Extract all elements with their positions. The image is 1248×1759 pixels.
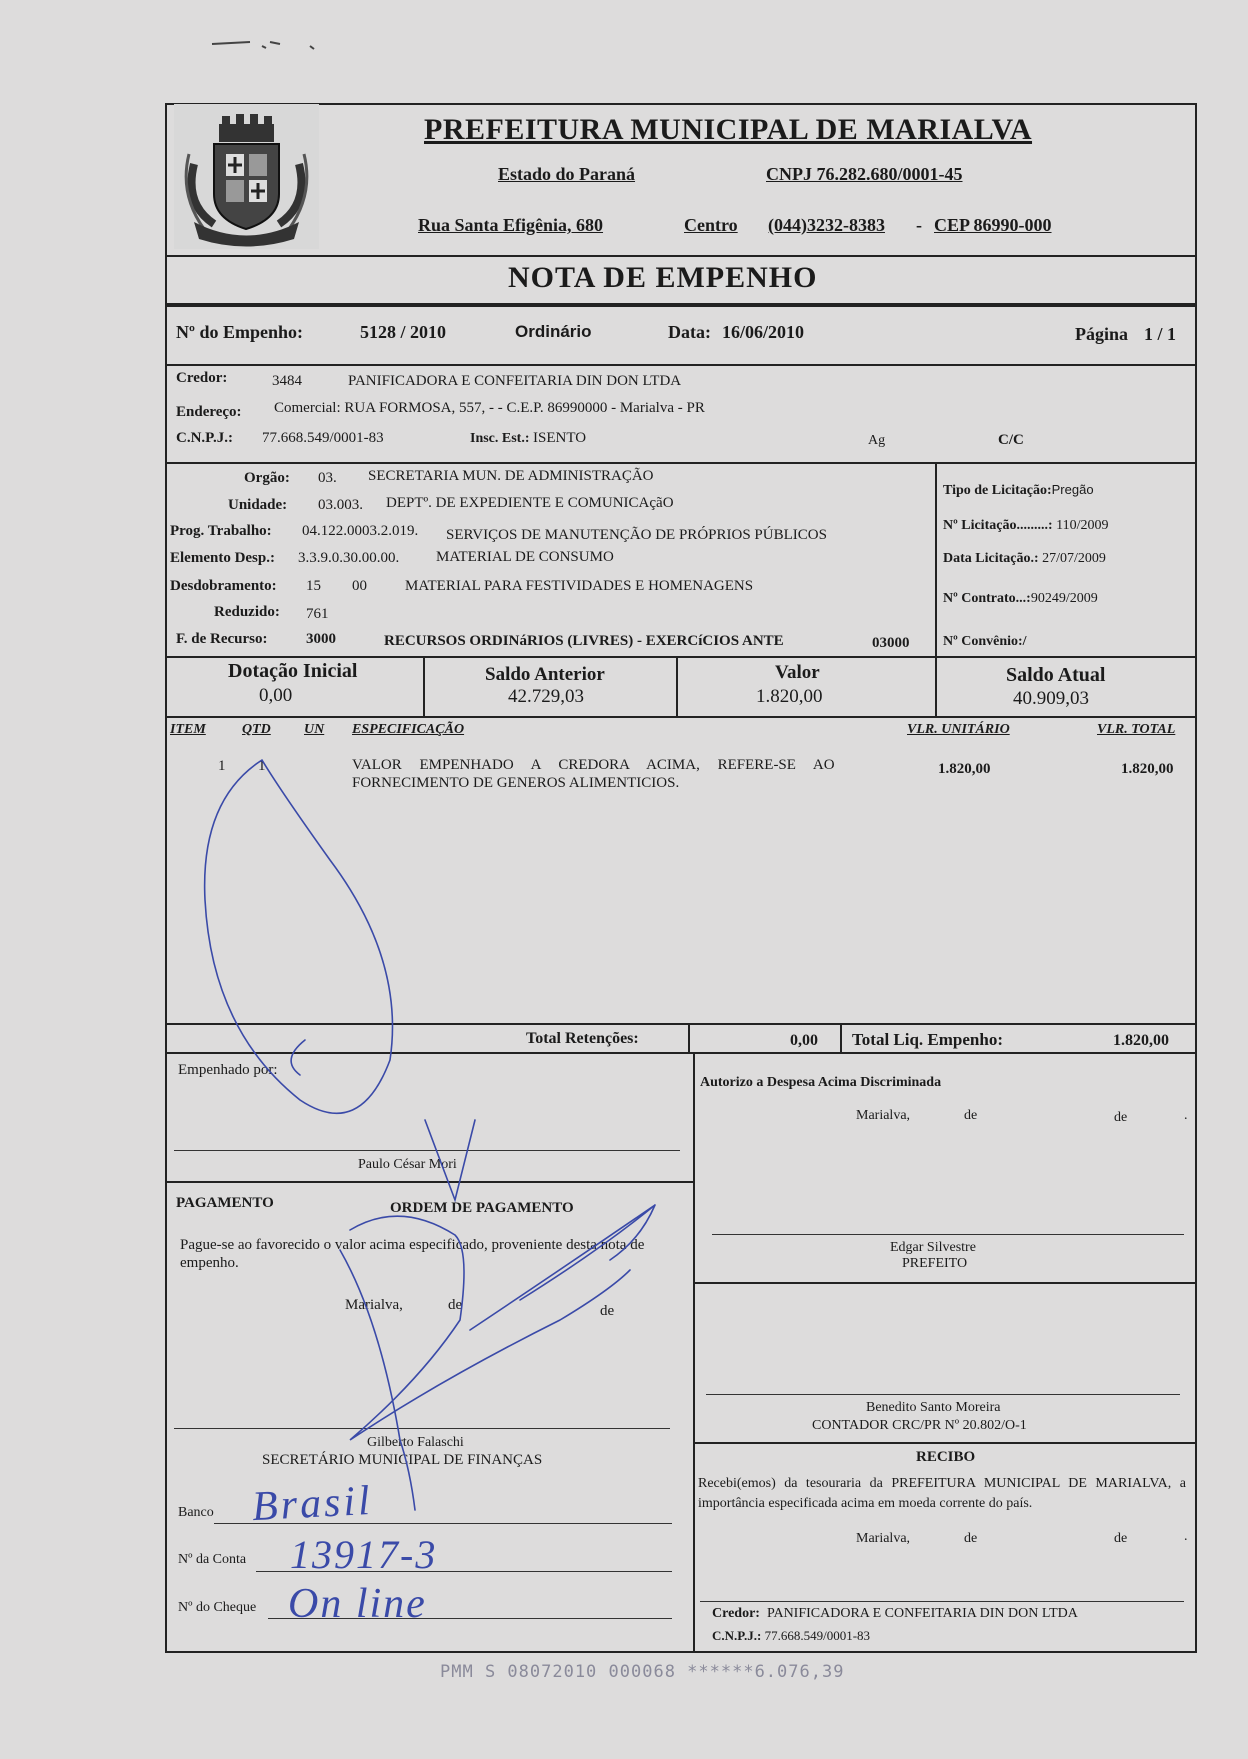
header-cep: CEP 86990-000 (934, 215, 1052, 235)
banco-handwritten: Brasil (250, 1477, 374, 1531)
credor-code: 3484 (272, 373, 302, 389)
desdobramento-label: Desdobramento: (170, 578, 277, 594)
cheque-label: Nº do Cheque (178, 1600, 257, 1615)
valor-label: Valor (775, 662, 820, 683)
conta-handwritten: 13917-3 (290, 1532, 438, 1577)
prog-name: SERVIÇOS DE MANUTENÇÃO DE PRÓPRIOS PÚBLICOS (446, 527, 827, 543)
item-spec-line2: FORNECIMENTO DE GENEROS ALIMENTICIOS. (352, 775, 680, 791)
empenho-date-label: Data: (668, 322, 711, 342)
saldo-atual-value: 40.909,03 (1013, 688, 1089, 709)
signature-line (706, 1394, 1180, 1395)
pagamento-de2: de (600, 1303, 615, 1319)
recibo-de2: de (1114, 1531, 1128, 1546)
signature-line (174, 1428, 670, 1429)
convenio-label: Nº Convênio:/ (943, 634, 1027, 649)
credor-cnpj: 77.668.549/0001-83 (262, 430, 384, 446)
header-title: PREFEITURA MUNICIPAL DE MARIALVA (424, 113, 1033, 146)
recurso-name: RECURSOS ORDINáRIOS (LIVRES) - EXERCíCIOS ANTE (384, 633, 784, 649)
empenho-date: 16/06/2010 (722, 322, 805, 342)
credor-address-label: Endereço: (176, 404, 242, 420)
licitacao-date: Data Licitação.: 27/07/2009 (943, 551, 1106, 566)
pagamento-de1: de (448, 1297, 463, 1313)
item-total-value: 1.820,00 (1121, 761, 1174, 777)
contador-name: Benedito Santo Moreira (866, 1400, 1001, 1415)
signature-line (712, 1234, 1184, 1235)
unidade-label: Unidade: (228, 497, 288, 513)
desdobramento-b: 00 (352, 578, 367, 594)
cashier-stamp: PMM S 08072010 000068 ******6.076,39 (440, 1662, 845, 1682)
item-unit-value: 1.820,00 (938, 761, 991, 777)
pagamento-label: PAGAMENTO (176, 1195, 274, 1211)
pagamento-text: Pague-se ao favorecido o valor acima especificado, proveniente desta nota de empenho. (180, 1237, 645, 1271)
col-unit: VLR. UNITÁRIO (907, 722, 1010, 737)
divider (165, 255, 1195, 257)
col-espec: ESPECIFICAÇÃO (352, 722, 465, 737)
divider (840, 1023, 842, 1052)
credor-insc-label: Insc. Est.: (470, 431, 530, 446)
reduzido-value: 761 (306, 606, 329, 622)
contador-title: CONTADOR CRC/PR Nº 20.802/O-1 (812, 1418, 1027, 1433)
page-number: 1 / 1 (1144, 324, 1177, 344)
divider (688, 1023, 690, 1052)
dotacao-value: 0,00 (259, 685, 293, 706)
prog-code: 04.122.0003.2.019. (302, 523, 419, 539)
liquido-label: Total Liq. Empenho: (852, 1030, 1003, 1049)
header-estado: Estado do Paraná (498, 164, 636, 184)
credor-label: Credor: (176, 370, 228, 386)
autorizo-de1: de (964, 1108, 978, 1123)
licitacao-number: Nº Licitação.........: 110/2009 (943, 518, 1109, 533)
item-spec-line1: VALOR EMPENHADO A CREDORA ACIMA, REFERE-SE AO (352, 757, 835, 773)
recurso-code: 3000 (306, 631, 336, 647)
signature-line (700, 1601, 1184, 1602)
col-un: UN (304, 722, 325, 737)
autorizo-city: Marialva, (856, 1108, 911, 1123)
divider (165, 462, 1195, 464)
prefeito-title: PREFEITO (902, 1256, 968, 1271)
elemento-code: 3.3.9.0.30.00.00. (298, 550, 400, 566)
empenho-number: 5128 / 2010 (360, 322, 447, 342)
cheque-handwritten: On line (288, 1581, 427, 1627)
divider (423, 656, 425, 716)
credor-insc: ISENTO (533, 430, 587, 446)
pagamento-city: Marialva, (345, 1297, 403, 1313)
saldo-atual-label: Saldo Atual (1006, 664, 1106, 686)
recibo-cnpj: C.N.P.J.: 77.668.549/0001-83 (712, 1628, 871, 1643)
col-qtd: QTD (242, 722, 271, 737)
divider (165, 1181, 695, 1183)
unidade-name: DEPTº. DE EXPEDIENTE E COMUNICAçãO (386, 495, 674, 511)
prefeito-name: Edgar Silvestre (890, 1240, 976, 1255)
ordem-pagamento-label: ORDEM DE PAGAMENTO (390, 1200, 574, 1216)
secretario-title: SECRETÁRIO MUNICIPAL DE FINANÇAS (262, 1452, 543, 1468)
valor-value: 1.820,00 (756, 686, 823, 707)
divider (935, 656, 937, 716)
page-label: Página (1075, 324, 1129, 344)
divider (693, 1282, 1195, 1284)
ag-label: Ag (868, 433, 886, 448)
autorizo-title: Autorizo a Despesa Acima Discriminada (700, 1075, 942, 1090)
saldo-anterior-label: Saldo Anterior (485, 664, 605, 685)
recibo-city: Marialva, (856, 1531, 911, 1546)
credor-address: Comercial: RUA FORMOSA, 557, - - C.E.P. 86990000 - Marialva - PR (274, 400, 705, 416)
orgao-code: 03. (318, 470, 337, 486)
recurso-sub: 03000 (872, 635, 910, 651)
contrato-number: Nº Contrato...:90249/2009 (943, 591, 1098, 606)
conta-label: Nº da Conta (178, 1552, 247, 1567)
retencoes-label: Total Retenções: (526, 1030, 639, 1047)
recibo-de1: de (964, 1531, 978, 1546)
item-qtd: 1 (258, 758, 266, 774)
col-total: VLR. TOTAL (1097, 722, 1176, 737)
prog-label: Prog. Trabalho: (170, 523, 272, 539)
recibo-credor: Credor: PANIFICADORA E CONFEITARIA DIN DON LTDA (712, 1606, 1078, 1621)
autorizo-de2: de (1114, 1110, 1128, 1125)
divider (165, 716, 1195, 718)
recibo-dot: . (1184, 1529, 1188, 1544)
divider (165, 1023, 1195, 1025)
header-street: Rua Santa Efigênia, 680 (418, 215, 604, 235)
coat-of-arms-icon (174, 104, 319, 249)
licitacao-type-label: Tipo de Licitação:Pregão (943, 482, 1094, 498)
cc-label: C/C (998, 432, 1024, 448)
empenho-type: Ordinário (515, 322, 592, 341)
col-item: ITEM (170, 722, 206, 737)
document-title: NOTA DE EMPENHO (508, 261, 818, 294)
recibo-title: RECIBO (916, 1449, 976, 1465)
divider (165, 656, 1195, 658)
divider (693, 1442, 1195, 1444)
elemento-label: Elemento Desp.: (170, 550, 275, 566)
recurso-label: F. de Recurso: (176, 631, 268, 647)
desdobramento-a: 15 (306, 578, 321, 594)
credor-cnpj-label: C.N.P.J.: (176, 430, 233, 446)
orgao-name: SECRETARIA MUN. DE ADMINISTRAÇÃO (368, 468, 654, 484)
reduzido-label: Reduzido: (214, 604, 280, 620)
divider (165, 364, 1195, 366)
elemento-name: MATERIAL DE CONSUMO (436, 549, 614, 565)
item-number: 1 (218, 758, 226, 774)
empenhado-label: Empenhado por: (178, 1062, 278, 1078)
secretario-name: Gilberto Falaschi (367, 1435, 464, 1450)
autorizo-dot: . (1184, 1108, 1188, 1123)
header-phone: (044)3232-8383 (768, 215, 885, 235)
unidade-code: 03.003. (318, 497, 363, 513)
scan-mark (210, 32, 330, 52)
banco-label: Banco (178, 1505, 214, 1520)
header-centro: Centro (684, 215, 738, 235)
divider (693, 1052, 695, 1651)
credor-name: PANIFICADORA E CONFEITARIA DIN DON LTDA (348, 373, 682, 389)
liquido-value: 1.820,00 (1113, 1032, 1169, 1049)
desdobramento-name: MATERIAL PARA FESTIVIDADES E HOMENAGENS (405, 578, 754, 594)
retencoes-value: 0,00 (790, 1032, 818, 1049)
dotacao-label: Dotação Inicial (228, 660, 358, 682)
saldo-anterior-value: 42.729,03 (508, 686, 584, 707)
empenhado-name: Paulo César Mori (358, 1157, 457, 1172)
recibo-text: Recebi(emos) da tesouraria da PREFEITURA MUNICIPAL DE MARIALVA, a importância especificada acima em moeda corrente do país. (698, 1476, 1186, 1511)
header-cnpj: CNPJ 76.282.680/0001-45 (766, 164, 963, 184)
empenho-number-label: Nº do Empenho: (176, 322, 303, 342)
divider (935, 462, 937, 657)
orgao-label: Orgão: (244, 470, 290, 486)
header-separator: - (916, 215, 922, 235)
divider (676, 656, 678, 716)
divider (165, 303, 1195, 307)
signature-line (174, 1150, 680, 1151)
divider (165, 1052, 1195, 1054)
